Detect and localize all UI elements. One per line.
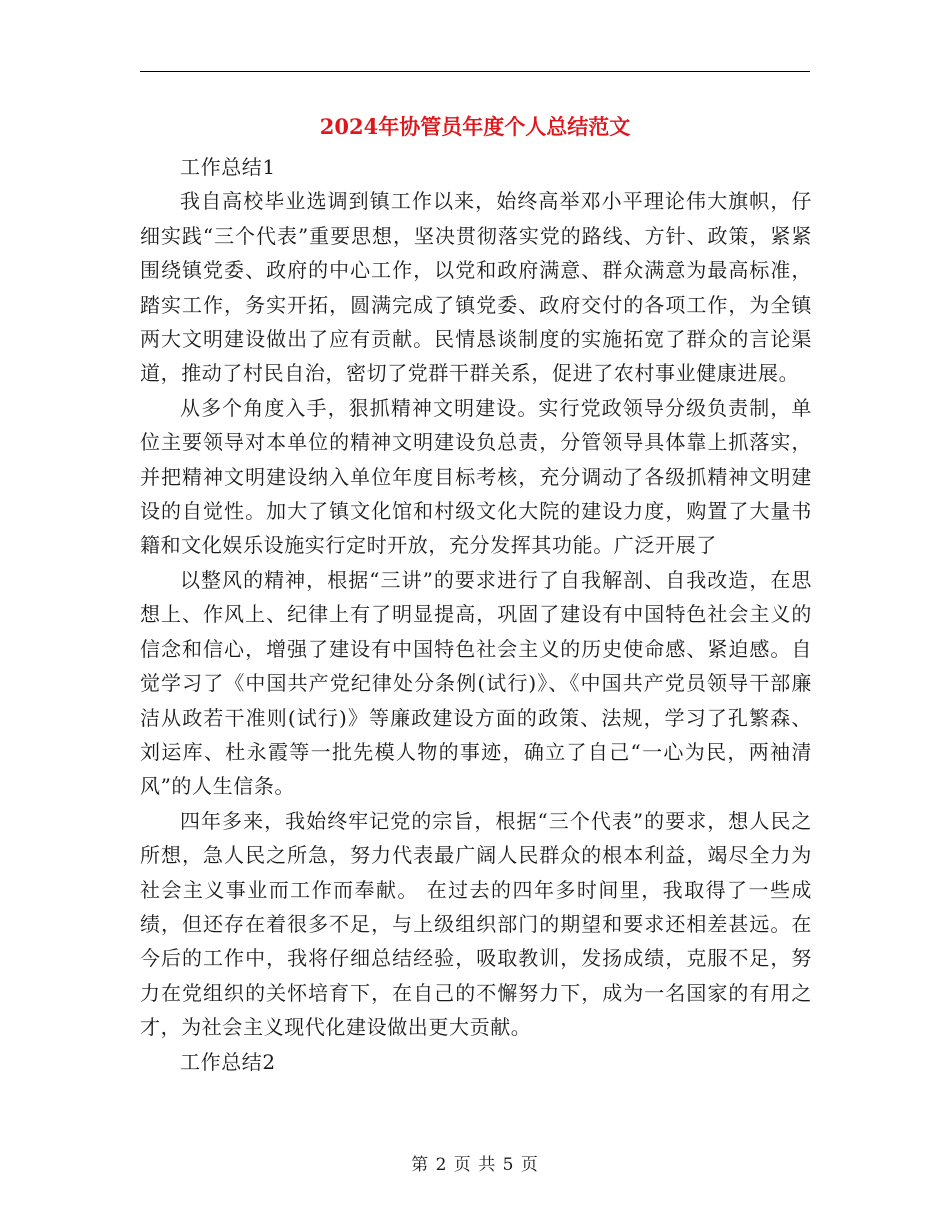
- header-rule: [140, 71, 810, 72]
- paragraph-2: 从多个角度入手，狠抓精神文明建设。实行党政领导分级负责制，单位主要领导对本单位的精神文明建设负总责，分管领导具体靠上抓落实，并把精神文明建设纳入单位年度目标考核，充分调动了各级抓精神文明建设的自觉性。加大了镇文化馆和村级文化大院的建设力度，购置了大量书籍和文化娱乐设施实行定时开放，充分发挥其功能。广泛开展了: [140, 395, 812, 558]
- paragraph-4: 四年多来，我始终牢记党的宗旨，根据“三个代表”的要求，想人民之所想，急人民之所急，努力代表最广阔人民群众的根本利益，竭尽全力为社会主义事业而工作而奉献。 在过去的四年多时间里，我取得了一些成绩，但还存在着很多不足，与上级组织部门的期望和要求还相差甚远。在今后的工作中，我将仔细总结经验，吸取教训，发扬成绩，克服不足，努力在党组织的关怀培育下，在自己的不懈努力下，成为一名国家的有用之才，为社会主义现代化建设做出更大贡献。: [140, 808, 812, 1040]
- section-heading-1: 工作总结1: [180, 155, 276, 179]
- paragraph-1: 我自高校毕业选调到镇工作以来，始终高举邓小平理论伟大旗帜，仔细实践“三个代表”重要思想，坚决贯彻落实党的路线、方针、政策，紧紧围绕镇党委、政府的中心工作，以党和政府满意、群众满意为最高标准，踏实工作，务实开拓，圆满完成了镇党委、政府交付的各项工作，为全镇两大文明建设做出了应有贡献。民情恳谈制度的实施拓宽了群众的言论渠道，推动了村民自治，密切了党群干群关系，促进了农村事业健康进展。: [140, 189, 812, 386]
- document-title: 2024年协管员年度个人总结范文: [319, 114, 631, 139]
- paragraph-3: 以整风的精神，根据“三讲”的要求进行了自我解剖、自我改造，在思想上、作风上、纪律上有了明显提高，巩固了建设有中国特色社会主义的信念和信心，增强了建设有中国特色社会主义的历史使命感、紧迫感。自觉学习了《中国共产党纪律处分条例(试行)》、《中国共产党员领导干部廉洁从政若干准则(试行)》等廉政建设方面的政策、法规，学习了孔繁森、刘运库、杜永霞等一批先模人物的事迹，确立了自己“一心为民，两袖清风”的人生信条。: [140, 567, 812, 799]
- section-heading-2: 工作总结2: [180, 1049, 276, 1074]
- page-number-footer: 第 2 页 共 5 页: [411, 1155, 539, 1175]
- document-body: [140, 150, 812, 1079]
